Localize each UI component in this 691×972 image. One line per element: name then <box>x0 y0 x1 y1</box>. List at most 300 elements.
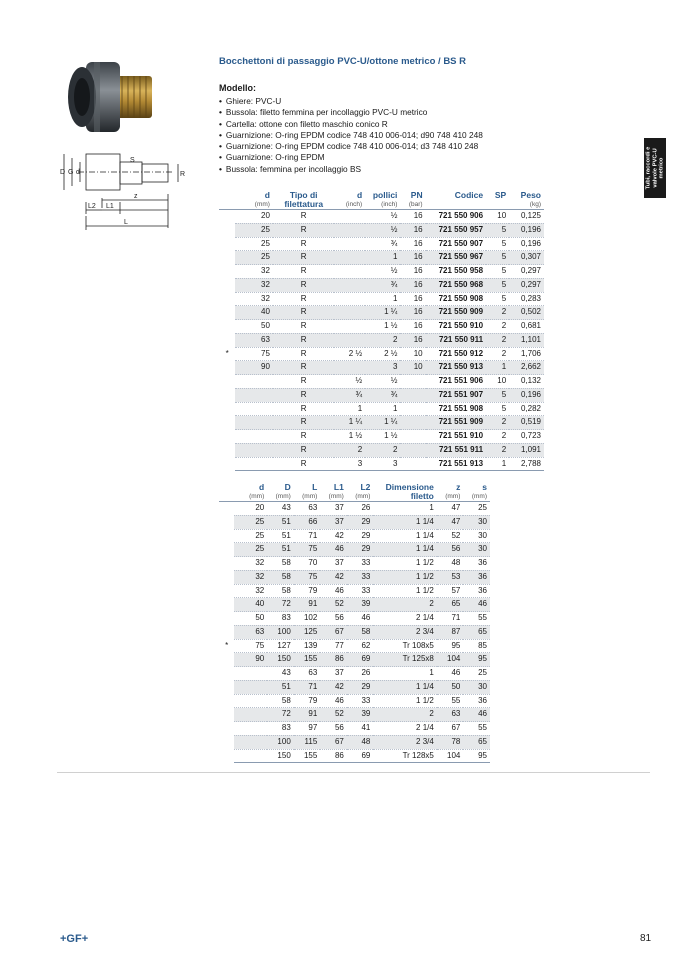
cell-s: 36 <box>463 584 490 598</box>
cell-d: 25 <box>234 543 267 557</box>
cell-s: 95 <box>463 749 490 763</box>
cell-l1: 67 <box>320 625 347 639</box>
cell-pn: 16 <box>400 251 425 265</box>
row-marker <box>219 598 234 612</box>
cell-tipo: R <box>273 306 334 320</box>
cell-codice: 721 550 913 <box>426 361 486 375</box>
drawing-label-G: G <box>68 169 74 176</box>
cell-tipo: R <box>273 443 334 457</box>
cell-codice: 721 550 910 <box>426 320 486 334</box>
cell-l2: 29 <box>347 543 374 557</box>
cell-tipo: R <box>273 265 334 279</box>
cell-codice: 721 550 909 <box>426 306 486 320</box>
table-row <box>219 722 490 736</box>
cell-dim: 2 <box>373 598 436 612</box>
row-marker <box>219 320 235 334</box>
cell-pollici: 1 <box>365 292 400 306</box>
cell-l2: 69 <box>347 653 374 667</box>
row-marker <box>219 361 235 375</box>
col-header-sp: SP <box>494 190 507 200</box>
cell-d: 51 <box>267 529 294 543</box>
cell-d: 58 <box>267 557 294 571</box>
cell-d: 20 <box>235 210 273 224</box>
row-marker <box>219 443 235 457</box>
cell-pn <box>400 416 425 430</box>
col-unit: (mm) <box>275 493 291 500</box>
cell-s: 85 <box>463 639 490 653</box>
table-row <box>219 694 490 708</box>
side-tab-line: valvole PVC-U <box>651 148 658 188</box>
cell-l1: 52 <box>320 708 347 722</box>
cell-s: 36 <box>463 570 490 584</box>
model-item: • Bussola: femmina per incollaggio BS <box>219 164 483 175</box>
cell-l2: 29 <box>347 680 374 694</box>
cell-z: 87 <box>437 625 464 639</box>
cell-tipo: R <box>273 375 334 389</box>
cell-peso: 0,283 <box>509 292 544 306</box>
cell-d: 63 <box>235 333 273 347</box>
cell-d <box>234 667 267 681</box>
cell-z: 52 <box>437 529 464 543</box>
cell-d-inch <box>334 361 365 375</box>
table-row <box>219 502 490 516</box>
cell-peso: 1,706 <box>509 347 544 361</box>
cell-l1: 77 <box>320 639 347 653</box>
cell-l1: 37 <box>320 667 347 681</box>
table-row <box>219 237 544 251</box>
cell-l: 63 <box>294 502 321 516</box>
cell-l2: 33 <box>347 557 374 571</box>
cell-d: 43 <box>267 502 294 516</box>
cell-d: 50 <box>234 612 267 626</box>
cell-sp: 1 <box>486 457 509 471</box>
cell-l1: 37 <box>320 515 347 529</box>
table-row <box>219 402 544 416</box>
cell-d: 32 <box>234 584 267 598</box>
table-row <box>219 543 490 557</box>
cell-d: 63 <box>234 625 267 639</box>
cell-l2: 26 <box>347 502 374 516</box>
cell-pn: 16 <box>400 278 425 292</box>
col-header-d-inch: d <box>356 190 363 200</box>
cell-sp: 5 <box>486 402 509 416</box>
cell-pn: 16 <box>400 292 425 306</box>
cell-l1: 37 <box>320 557 347 571</box>
cell-s: 36 <box>463 694 490 708</box>
drawing-label-S: S <box>130 157 135 164</box>
cell-l: 139 <box>294 639 321 653</box>
model-heading: Modello: <box>219 83 256 93</box>
cell-pn: 16 <box>400 320 425 334</box>
cell-l: 79 <box>294 584 321 598</box>
side-tab-line: metrico <box>658 157 665 179</box>
row-marker <box>219 223 235 237</box>
cell-z: 57 <box>437 584 464 598</box>
cell-pollici: 1 ¼ <box>365 416 400 430</box>
cell-dim: 1 1/2 <box>373 694 436 708</box>
cell-z: 67 <box>437 722 464 736</box>
cell-l2: 48 <box>347 735 374 749</box>
cell-peso: 0,681 <box>509 320 544 334</box>
row-marker <box>219 584 234 598</box>
cell-d <box>235 375 273 389</box>
col-unit: (mm) <box>471 493 487 500</box>
cell-dim: 1 1/2 <box>373 570 436 584</box>
cell-d: 150 <box>267 749 294 763</box>
cell-l1: 46 <box>320 584 347 598</box>
cell-peso: 0,519 <box>509 416 544 430</box>
cell-l: 91 <box>294 598 321 612</box>
cell-pollici: ¾ <box>365 237 400 251</box>
cell-d: 150 <box>267 653 294 667</box>
cell-s: 25 <box>463 667 490 681</box>
drawing-label-L2: L2 <box>88 203 96 210</box>
cell-dim: 2 1/4 <box>373 612 436 626</box>
model-item: • Ghiere: PVC-U <box>219 96 483 107</box>
cell-d: 32 <box>234 557 267 571</box>
cell-tipo: R <box>273 292 334 306</box>
table-row <box>219 320 544 334</box>
cell-d: 32 <box>234 570 267 584</box>
cell-l: 75 <box>294 543 321 557</box>
cell-z: 104 <box>437 749 464 763</box>
table-row <box>219 375 544 389</box>
cell-codice: 721 550 912 <box>426 347 486 361</box>
cell-z: 71 <box>437 612 464 626</box>
cell-peso: 0,502 <box>509 306 544 320</box>
cell-l: 97 <box>294 722 321 736</box>
cell-pollici: 1 ½ <box>365 430 400 444</box>
cell-d: 25 <box>235 237 273 251</box>
cell-sp: 10 <box>486 375 509 389</box>
row-marker <box>219 416 235 430</box>
col-unit: (mm) <box>249 493 265 500</box>
cell-peso: 0,297 <box>509 265 544 279</box>
cell-d <box>234 694 267 708</box>
cell-pollici: 1 ¼ <box>365 306 400 320</box>
cell-l: 115 <box>294 735 321 749</box>
cell-dim: 2 3/4 <box>373 735 436 749</box>
row-marker <box>219 278 235 292</box>
model-item: • Guarnizione: O-ring EPDM <box>219 152 483 163</box>
table-row <box>219 278 544 292</box>
row-marker <box>219 333 235 347</box>
cell-pn: 10 <box>400 361 425 375</box>
cell-d: 100 <box>267 735 294 749</box>
row-marker <box>219 457 235 471</box>
cell-z: 55 <box>437 694 464 708</box>
cell-dim: 2 1/4 <box>373 722 436 736</box>
model-item: • Guarnizione: O-ring EPDM codice 748 410 006-014; d90 748 410 248 <box>219 130 483 141</box>
product-photo <box>60 56 160 138</box>
cell-pollici: ¾ <box>365 278 400 292</box>
row-marker: * <box>225 348 229 358</box>
row-marker <box>219 694 234 708</box>
cell-z: 53 <box>437 570 464 584</box>
col-header-tipo-2: filettatura <box>284 199 324 209</box>
cell-peso: 0,196 <box>509 223 544 237</box>
cell-d: 50 <box>235 320 273 334</box>
cell-d: 40 <box>235 306 273 320</box>
footer-divider <box>57 772 650 773</box>
table-row <box>219 347 544 361</box>
row-marker <box>219 292 235 306</box>
table-row <box>219 612 490 626</box>
cell-d: 58 <box>267 584 294 598</box>
cell-d: 100 <box>267 625 294 639</box>
cell-d: 32 <box>235 265 273 279</box>
cell-d <box>235 457 273 471</box>
row-marker <box>219 251 235 265</box>
cell-dim: 1 1/4 <box>373 543 436 557</box>
cell-pn <box>400 375 425 389</box>
cell-d <box>234 680 267 694</box>
cell-l1: 42 <box>320 529 347 543</box>
row-marker <box>219 612 234 626</box>
cell-l1: 46 <box>320 543 347 557</box>
cell-sp: 2 <box>486 333 509 347</box>
cell-pn: 16 <box>400 223 425 237</box>
drawing-label-z: z <box>134 193 138 200</box>
cell-sp: 5 <box>486 251 509 265</box>
cell-d-inch: 2 <box>334 443 365 457</box>
cell-peso: 2,788 <box>509 457 544 471</box>
table-row <box>219 416 544 430</box>
cell-l1: 86 <box>320 749 347 763</box>
cell-codice: 721 551 913 <box>426 457 486 471</box>
technical-drawing <box>54 142 186 238</box>
cell-tipo: R <box>273 320 334 334</box>
cell-l2: 29 <box>347 515 374 529</box>
cell-pollici: ½ <box>365 265 400 279</box>
cell-l2: 26 <box>347 667 374 681</box>
cell-z: 63 <box>437 708 464 722</box>
table-row <box>219 457 544 471</box>
cell-pn <box>400 402 425 416</box>
cell-tipo: R <box>273 402 334 416</box>
cell-l: 91 <box>294 708 321 722</box>
col-header-s: s <box>482 482 487 492</box>
cell-d <box>234 735 267 749</box>
cell-d: 72 <box>267 598 294 612</box>
cell-d-inch <box>334 237 365 251</box>
cell-l2: 41 <box>347 722 374 736</box>
cell-dim: 1 1/4 <box>373 515 436 529</box>
cell-tipo: R <box>273 361 334 375</box>
cell-z: 50 <box>437 680 464 694</box>
cell-codice: 721 550 957 <box>426 223 486 237</box>
table-row <box>219 625 490 639</box>
cell-d: 72 <box>267 708 294 722</box>
col-unit: (bar) <box>408 201 423 208</box>
cell-z: 56 <box>437 543 464 557</box>
cell-l2: 39 <box>347 598 374 612</box>
cell-l2: 69 <box>347 749 374 763</box>
cell-z: 95 <box>437 639 464 653</box>
cell-s: 55 <box>463 722 490 736</box>
cell-pollici: 3 <box>365 457 400 471</box>
cell-d <box>235 416 273 430</box>
col-unit: (inch) <box>345 201 363 208</box>
col-header-dimensione: Dimensione <box>385 482 434 492</box>
cell-d-inch: 1 ½ <box>334 430 365 444</box>
drawing-label-R: R <box>180 171 186 178</box>
gf-logo: +GF+ <box>60 933 89 945</box>
cell-l1: 56 <box>320 612 347 626</box>
cell-d-inch <box>334 292 365 306</box>
cell-d: 58 <box>267 694 294 708</box>
cell-d-inch <box>334 223 365 237</box>
cell-d: 127 <box>267 639 294 653</box>
cell-codice: 721 551 908 <box>426 402 486 416</box>
row-marker <box>219 749 234 763</box>
cell-sp: 5 <box>486 223 509 237</box>
cell-l2: 33 <box>347 584 374 598</box>
cell-d: 25 <box>234 515 267 529</box>
cell-codice: 721 551 911 <box>426 443 486 457</box>
cell-pn <box>400 457 425 471</box>
row-marker <box>219 388 235 402</box>
cell-sp: 10 <box>486 210 509 224</box>
cell-d: 83 <box>267 612 294 626</box>
col-header-codice: Codice <box>454 190 484 200</box>
cell-l1: 56 <box>320 722 347 736</box>
cell-d-inch: 1 <box>334 402 365 416</box>
col-header-dimensione-2: filetto <box>410 491 434 501</box>
table-row <box>219 529 490 543</box>
cell-l1: 86 <box>320 653 347 667</box>
cell-tipo: R <box>273 457 334 471</box>
row-marker <box>219 210 235 224</box>
cell-codice: 721 551 907 <box>426 388 486 402</box>
cell-tipo: R <box>273 430 334 444</box>
cell-z: 47 <box>437 502 464 516</box>
col-header-L1: L1 <box>333 482 344 492</box>
col-unit: (mm) <box>328 493 344 500</box>
cell-tipo: R <box>273 210 334 224</box>
col-header-L2: L2 <box>360 482 371 492</box>
cell-s: 30 <box>463 529 490 543</box>
table-row <box>219 708 490 722</box>
cell-pn <box>400 430 425 444</box>
cell-d: 75 <box>234 639 267 653</box>
cell-l: 102 <box>294 612 321 626</box>
model-item: • Cartella: ottone con filetto maschio conico R <box>219 119 483 130</box>
cell-tipo: R <box>273 347 334 361</box>
table-row <box>219 680 490 694</box>
table-row <box>219 361 544 375</box>
cell-sp: 2 <box>486 306 509 320</box>
cell-l1: 42 <box>320 680 347 694</box>
cell-d: 51 <box>267 543 294 557</box>
cell-z: 46 <box>437 667 464 681</box>
cell-d: 75 <box>235 347 273 361</box>
table-row <box>219 570 490 584</box>
cell-sp: 5 <box>486 265 509 279</box>
table-row <box>219 749 490 763</box>
cell-dim: 2 <box>373 708 436 722</box>
row-marker <box>219 529 234 543</box>
cell-pollici: 3 <box>365 361 400 375</box>
col-header-tipo: Tipo di <box>289 190 318 200</box>
cell-d: 58 <box>267 570 294 584</box>
cell-d: 32 <box>235 292 273 306</box>
cell-l: 70 <box>294 557 321 571</box>
cell-pn: 16 <box>400 237 425 251</box>
cell-dim: 1 <box>373 502 436 516</box>
cell-z: 65 <box>437 598 464 612</box>
cell-codice: 721 550 968 <box>426 278 486 292</box>
cell-pollici: 2 ½ <box>365 347 400 361</box>
cell-d-inch <box>334 320 365 334</box>
page-number: 81 <box>640 933 652 944</box>
page-title: Bocchettoni di passaggio PVC-U/ottone metrico / BS R <box>219 56 467 67</box>
cell-s: 65 <box>463 735 490 749</box>
cell-d: 32 <box>235 278 273 292</box>
cell-sp: 5 <box>486 237 509 251</box>
cell-peso: 0,307 <box>509 251 544 265</box>
cell-peso: 0,125 <box>509 210 544 224</box>
cell-d-inch: 1 ¼ <box>334 416 365 430</box>
cell-tipo: R <box>273 416 334 430</box>
cell-dim: 1 1/4 <box>373 529 436 543</box>
cell-l2: 29 <box>347 529 374 543</box>
cell-codice: 721 551 910 <box>426 430 486 444</box>
col-unit: (mm) <box>355 493 371 500</box>
table-row <box>219 251 544 265</box>
cell-l1: 42 <box>320 570 347 584</box>
table-row <box>219 515 490 529</box>
cell-l1: 46 <box>320 694 347 708</box>
cell-s: 36 <box>463 557 490 571</box>
cell-z: 48 <box>437 557 464 571</box>
cell-codice: 721 550 907 <box>426 237 486 251</box>
table-row <box>219 584 490 598</box>
drawing-label-L: L <box>124 219 128 226</box>
row-marker <box>219 708 234 722</box>
cell-sp: 5 <box>486 278 509 292</box>
cell-l: 155 <box>294 749 321 763</box>
cell-l: 125 <box>294 625 321 639</box>
col-unit: (mm) <box>254 201 270 208</box>
table-row <box>219 639 490 653</box>
col-header-pn: PN <box>410 190 423 200</box>
model-list <box>219 96 483 175</box>
col-header-D: D <box>284 482 291 492</box>
cell-s: 55 <box>463 612 490 626</box>
cell-d-inch: 3 <box>334 457 365 471</box>
cell-d-inch <box>334 210 365 224</box>
row-marker <box>219 543 234 557</box>
cell-l1: 67 <box>320 735 347 749</box>
cell-pn: 16 <box>400 306 425 320</box>
cell-s: 25 <box>463 502 490 516</box>
col-header-L: L <box>312 482 318 492</box>
cell-sp: 2 <box>486 430 509 444</box>
table-row <box>219 210 544 224</box>
row-marker: * <box>225 640 229 650</box>
cell-codice: 721 550 958 <box>426 265 486 279</box>
table-row <box>219 598 490 612</box>
drawing-label-D: D <box>60 169 66 176</box>
cell-z: 47 <box>437 515 464 529</box>
table-row <box>219 557 490 571</box>
cell-l2: 62 <box>347 639 374 653</box>
cell-dim: 1 1/2 <box>373 584 436 598</box>
cell-tipo: R <box>273 223 334 237</box>
col-unit: (inch) <box>381 201 398 208</box>
row-marker <box>219 653 234 667</box>
